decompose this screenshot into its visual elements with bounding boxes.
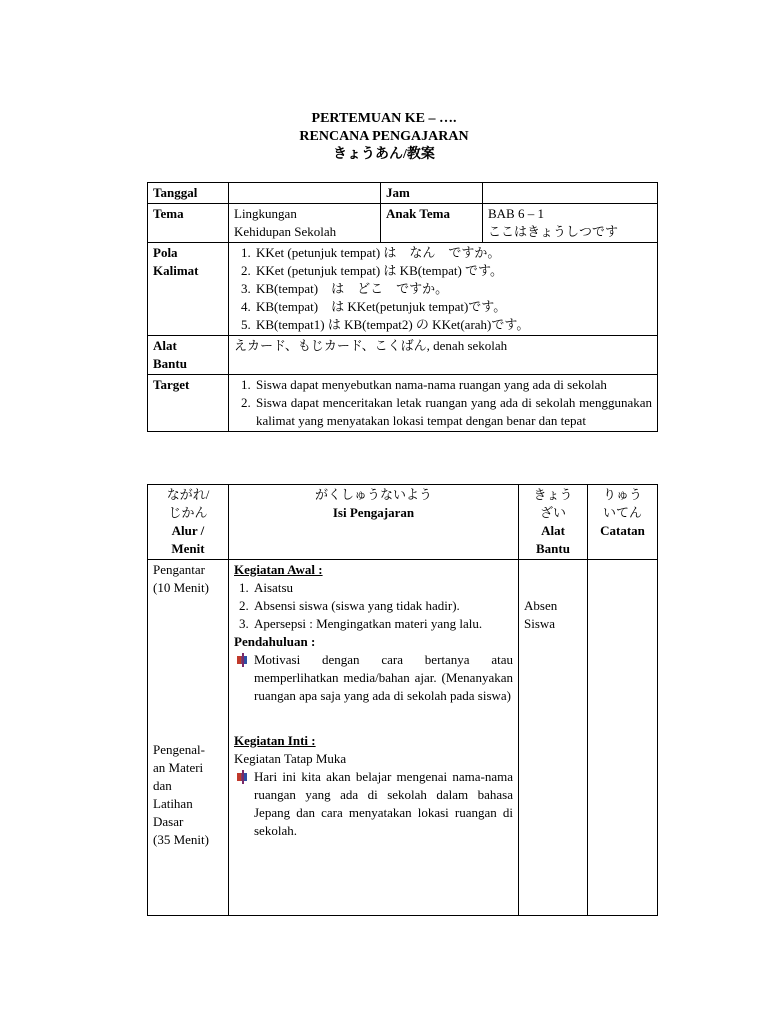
alat-label: Alat Bantu [148,336,229,375]
pendahuluan-text: Motivasi dengan cara bertanya atau memperlihatkan media/bahan ajar. (Menanyakan ruangan apa saja yang ada di sekolah pada siswa) [254,652,513,703]
alat-bantu-cell: Absen Siswa [519,560,588,916]
alur-header: ながれ/ じかん Alur / Menit [148,485,229,560]
alur-cell: Pengantar (10 Menit) Pengenal- an Materi dan Latihan Dasar (35 Menit) [148,560,229,916]
pendahuluan-title: Pendahuluan : [234,634,316,649]
heading-lesson-plan: RENCANA PENGAJARAN [299,129,469,144]
target-value [229,375,658,432]
isi-header: がくしゅうないよう Isi Pengajaran [229,485,519,560]
jam-label: Jam [381,183,483,204]
pola-label: Pola Kalimat [148,243,229,336]
pola-item: 2. KKet (petunjuk tempat) は KB(tempat) です。 [254,262,652,280]
alat-value: えカード、もじカード、こくばん, denah sekolah [229,336,658,375]
isi-cell [229,560,519,916]
info-table [147,182,658,432]
pola-value [229,243,658,336]
kegiatan-awal-title: Kegiatan Awal : [234,562,323,577]
plan-table [147,484,658,916]
pola-item: 4. KB(tempat) は KKet(petunjuk tempat)です。 [254,298,652,316]
pola-item: 5. KB(tempat1) は KB(tempat2) の KKet(arah)です。 [254,316,652,334]
pola-item: 1. KKet (petunjuk tempat) は なん ですか。 [254,244,652,262]
pola-item: 3. KB(tempat) は どこ ですか。 [254,280,652,298]
tanggal-label: Tanggal [148,183,229,204]
target-item: 1. Siswa dapat menyebutkan nama-nama ruangan yang ada di sekolah [254,376,652,394]
anak-tema-value: BAB 6 – 1 ここはきょうしつです [483,204,658,243]
heading-meeting: PERTEMUAN KE – …. [311,111,457,126]
tema-value: Lingkungan Kehidupan Sekolah [229,204,381,243]
awal-item: 3. Apersepsi : Mengingatkan materi yang lalu. [252,615,513,633]
alat-bantu-header: きょう ざい Alat Bantu [519,485,588,560]
heading-kyouan: きょうあん/教案 [333,147,435,162]
catatan-cell [588,560,658,916]
awal-item: 2. Absensi siswa (siswa yang tidak hadir). [252,597,513,615]
kegiatan-inti-sub: Kegiatan Tatap Muka [234,751,347,766]
inti-text: Hari ini kita akan belajar mengenai nama-nama ruangan yang ada di sekolah dalam bahasa Jepang dan cara menyatakan lokasi ruangan di sekolah. [254,769,513,838]
awal-item: 1. Aisatsu [252,579,513,597]
bullet-icon [234,768,254,840]
target-item: 2. Siswa dapat menceritakan letak ruangan yang ada di sekolah menggunakan kalimat yang menyatakan lokasi tempat dengan benar dan tepat [254,394,652,430]
target-label: Target [148,375,229,432]
tema-label: Tema [148,204,229,243]
tanggal-value [229,183,381,204]
kegiatan-inti-title: Kegiatan Inti : [234,733,316,748]
anak-tema-label: Anak Tema [381,204,483,243]
catatan-header: りゅう いてん Catatan [588,485,658,560]
bullet-icon [234,651,254,705]
jam-value [483,183,658,204]
